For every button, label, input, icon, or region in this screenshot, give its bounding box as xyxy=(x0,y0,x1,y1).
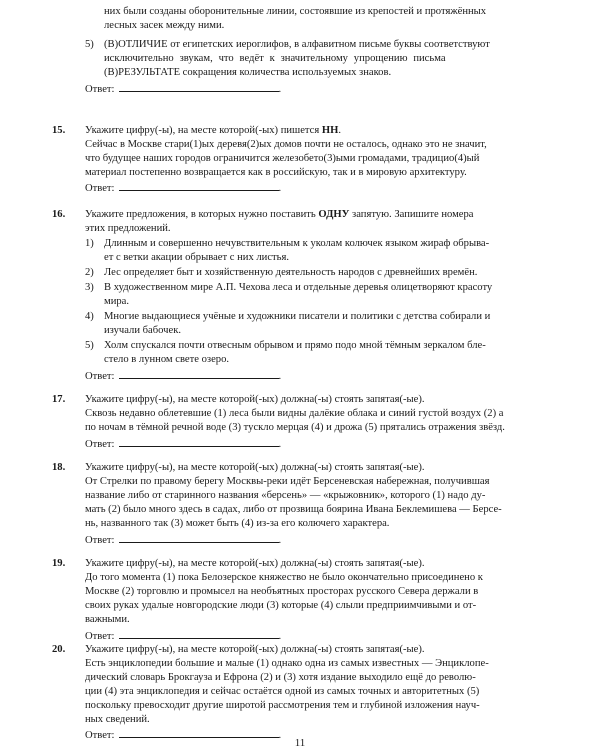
q18-text-line-1: От Стрелки по правому берегу Москвы-реки идёт Берсеневская набережная, получившая xyxy=(85,476,490,487)
answer-label: Ответ: xyxy=(85,631,115,642)
answer-end: . xyxy=(278,371,282,382)
answer-blank[interactable] xyxy=(119,437,279,447)
q14-tail-line-1: них были созданы оборонительные линии, состоявшие из крепостей и протяжённых xyxy=(104,6,487,17)
answer-label: Ответ: xyxy=(85,84,115,95)
q17-number: 17. xyxy=(52,394,66,405)
q20-text-line-2: дический словарь Брокгауза и Ефрона (2) и (3) хотя издание выходило ещё до револю- xyxy=(85,672,476,683)
answer-blank[interactable] xyxy=(119,533,279,543)
q19-text-line-4: важными. xyxy=(85,614,130,625)
q19-text-line-1: До того момента (1) пока Белозерское княжество не было окончательно присоединено к xyxy=(85,572,483,583)
answer-label: Ответ: xyxy=(85,371,115,382)
q16-prompt-text: Укажите предложения, в которых нужно поставить xyxy=(85,209,316,220)
q16-item-1-number: 1) xyxy=(85,238,94,249)
q17-answer xyxy=(85,437,281,452)
answer-blank[interactable] xyxy=(119,82,279,92)
q14-item-5-number: 5) xyxy=(85,39,94,50)
q14-item-5-line-3: (В)РЕЗУЛЬТАТЕ сокращения количества используемых знаков. xyxy=(104,67,392,78)
q16-item-5-line-2: стело в лунном свете озеро. xyxy=(104,354,230,365)
q15-number: 15. xyxy=(52,125,66,136)
q16-item-2-line-1: Лес определяет быт и хозяйственную деятельность народов с древнейших времён. xyxy=(104,267,478,278)
answer-end: . xyxy=(278,84,282,95)
q14-tail-line-2: лесных засек между ними. xyxy=(104,20,225,31)
answer-label: Ответ: xyxy=(85,535,115,546)
q16-prompt-end: запятую. Запишите номера xyxy=(352,209,474,220)
answer-label: Ответ: xyxy=(85,439,115,450)
q16-item-1-line-1: Длинным и совершенно нечувствительным к уколам колючек языком жираф обрыва- xyxy=(104,238,490,249)
q18-text-line-3: мать (2) было много здесь в садах, либо от прозвища боярина Ивана Беклемишева — Берсе- xyxy=(85,504,502,515)
q18-number: 18. xyxy=(52,462,66,473)
q20-answer xyxy=(85,728,281,743)
q15-text-line-1: Сейчас в Москве стари(1)ых деревя(2)ых домов почти не осталось, однако это не значит, xyxy=(85,139,487,150)
q19-number: 19. xyxy=(52,558,66,569)
q16-answer xyxy=(85,369,281,384)
q19-text-line-3: своих руках удалые новгородские люди (3) которые (4) слыли предприимчивыми и от- xyxy=(85,600,477,611)
q19-answer xyxy=(85,629,281,644)
q16-prompt-bold: ОДНУ xyxy=(318,209,350,220)
q16-item-1-line-2: ет с ветки акации обрывает с них листья. xyxy=(104,252,290,263)
q15-text-line-3: материал постепенно возвращается как в российскую, так и в мировую архитектуру. xyxy=(85,167,467,178)
q16-item-5-line-1: Холм спускался почти отвесным обрывом и прямо подо мной тёмным зеркалом бле- xyxy=(104,340,486,351)
q19-text-line-2: Москве (2) торговлю и промысел на необъятных просторах русского Севера держали в xyxy=(85,586,479,597)
q20-text-line-4: поскольку превосходит другие широтой рассмотрения тем и глубиной изложения науч- xyxy=(85,700,480,711)
q16-item-3-line-1: В художественном мире А.П. Чехова леса и отдельные деревья олицетворяют красоту xyxy=(104,282,493,293)
answer-label: Ответ: xyxy=(85,730,115,741)
q18-answer xyxy=(85,533,281,548)
answer-blank[interactable] xyxy=(119,181,279,191)
answer-blank[interactable] xyxy=(119,369,279,379)
q14-item-5-line-2: исключительно звукам, что ведёт к значительному упрощению письма xyxy=(104,53,446,64)
q20-text-line-3: ции (4) эта энциклопедия и сейчас остаётся одной из самых точных и авторитетных (5) xyxy=(85,686,480,697)
q16-item-3-number: 3) xyxy=(85,282,94,293)
answer-end: . xyxy=(278,730,282,741)
q15-prompt-text: Укажите цифру(-ы), на месте которой(-ых) пишется xyxy=(85,125,320,136)
q16-number: 16. xyxy=(52,209,66,220)
q15-text-line-2: что будущее наших городов ограничится железобето(3)ыми громадами, традицио(4)ый xyxy=(85,153,480,164)
q15-prompt-bold: НН xyxy=(321,125,339,136)
answer-blank[interactable] xyxy=(119,629,279,639)
q18-text-line-4: нь, названного так (3) может быть (4) из-за его колючего характера. xyxy=(85,518,390,529)
answer-end: . xyxy=(278,535,282,546)
answer-label: Ответ: xyxy=(85,183,115,194)
q18-text-line-2: название либо от старинного названия «берсень» — «крыжовник», которого (1) надо ду- xyxy=(85,490,486,501)
q17-text-line-2: по ночам в тёмной речной воде (3) тускло мерцая (4) и дрожа (5) прятались отражения звёзд. xyxy=(85,422,505,433)
answer-blank[interactable] xyxy=(119,728,279,738)
q20-prompt: Укажите цифру(-ы), на месте которой(-ых) должна(-ы) стоять запятая(-ые). xyxy=(85,644,425,655)
q16-item-4-number: 4) xyxy=(85,311,94,322)
q20-text-line-1: Есть энциклопедии большие и малые (1) однако одна из самых известных — Энциклопе- xyxy=(85,658,489,669)
q15-prompt-end: . xyxy=(338,125,342,136)
q16-prompt-line-2: этих предложений. xyxy=(85,223,171,234)
q15-answer xyxy=(85,181,281,196)
q15-prompt xyxy=(85,124,341,138)
q16-prompt xyxy=(85,208,474,222)
answer-end: . xyxy=(278,183,282,194)
answer-end: . xyxy=(278,631,282,642)
q14-item-5-line-1: (В)ОТЛИЧИЕ от египетских иероглифов, в алфавитном письме буквы соответствуют xyxy=(104,39,490,50)
q14-answer xyxy=(85,82,281,97)
q20-number: 20. xyxy=(52,644,66,655)
q18-prompt: Укажите цифру(-ы), на месте которой(-ых) должна(-ы) стоять запятая(-ые). xyxy=(85,462,425,473)
q16-item-5-number: 5) xyxy=(85,340,94,351)
page-number: 11 xyxy=(294,737,306,749)
q17-text-line-1: Сквозь недавно облетевшие (1) леса были видны далёкие облака и синий густой воздух (2) а xyxy=(85,408,504,419)
answer-end: . xyxy=(278,439,282,450)
q16-item-2-number: 2) xyxy=(85,267,94,278)
q16-item-3-line-2: мира. xyxy=(104,296,130,307)
q20-text-line-5: ных сведений. xyxy=(85,714,150,725)
q16-item-4-line-1: Многие выдающиеся учёные и художники писатели и политики с детства собирали и xyxy=(104,311,491,322)
q17-prompt: Укажите цифру(-ы), на месте которой(-ых) должна(-ы) стоять запятая(-ые). xyxy=(85,394,425,405)
q19-prompt: Укажите цифру(-ы), на месте которой(-ых) должна(-ы) стоять запятая(-ые). xyxy=(85,558,425,569)
q16-item-4-line-2: изучали бабочек. xyxy=(104,325,181,336)
